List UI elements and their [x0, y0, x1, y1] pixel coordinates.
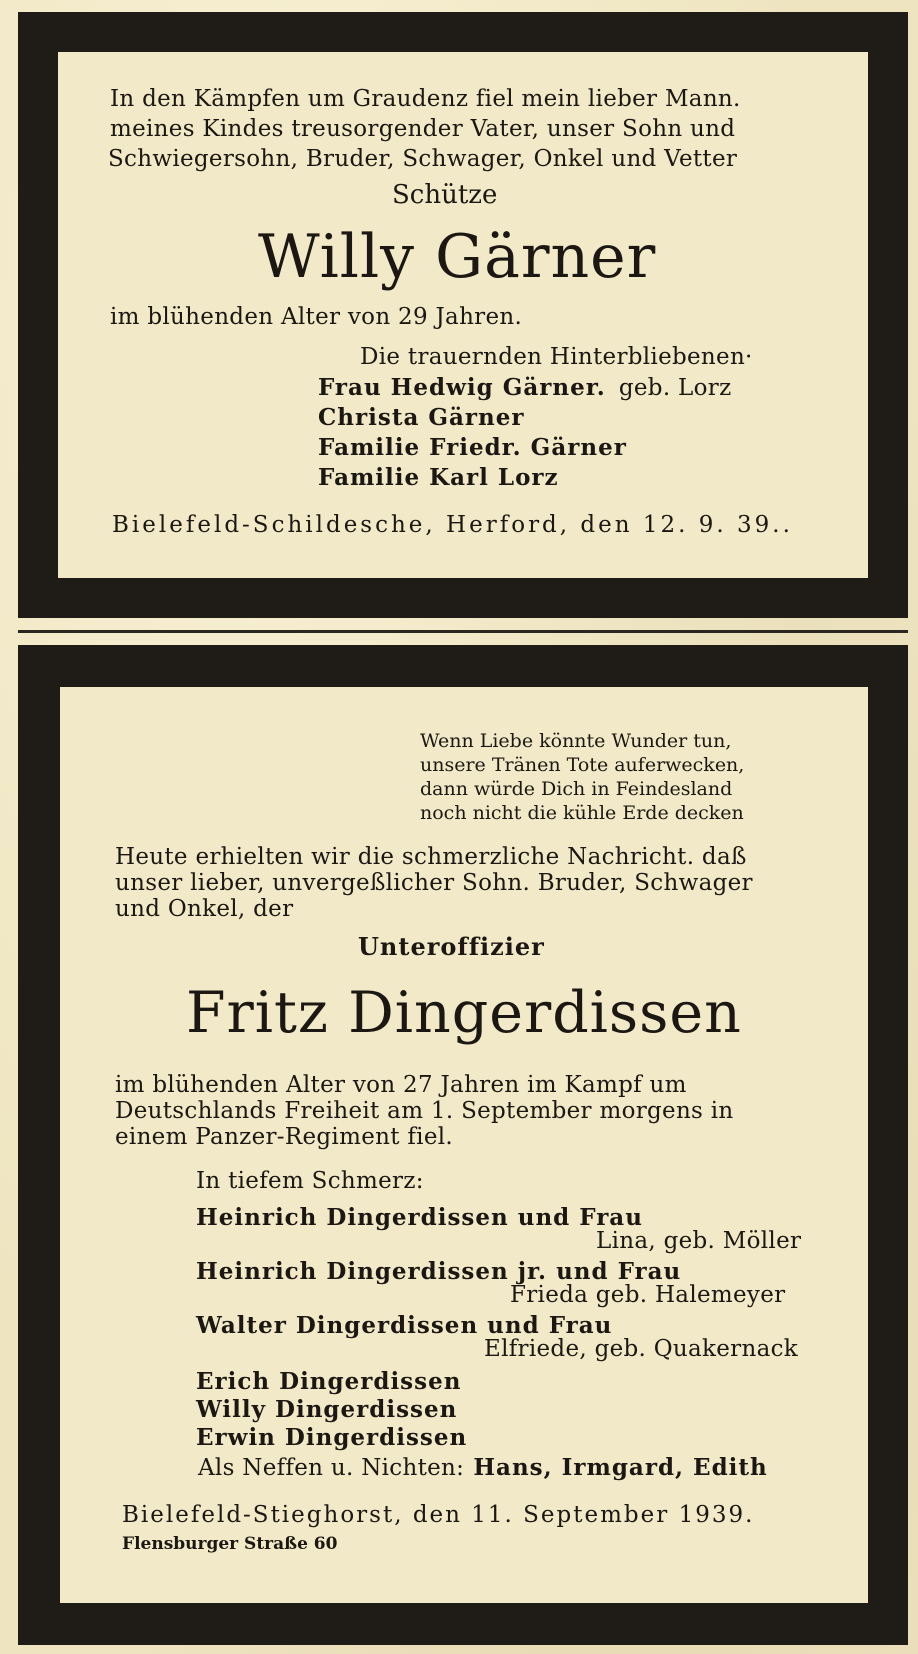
mourner-name: Walter Dingerdissen und Frau — [196, 1312, 613, 1339]
place-date: Bielefeld-Schildesche, Herford, den 12. 9. 39.. — [112, 512, 793, 538]
address: Flensburger Straße 60 — [122, 1534, 338, 1554]
mourner-name: Willy Dingerdissen — [196, 1396, 458, 1423]
mourner-name: Familie Friedr. Gärner — [318, 434, 627, 461]
relatives-label: Als Neffen u. Nichten: — [198, 1455, 465, 1481]
verse-line-1: Wenn Liebe könnte Wunder tun, — [420, 730, 732, 752]
death-text-line-1: im blühenden Alter von 27 Jahren im Kampf um — [115, 1072, 687, 1098]
mourner-note: Elfriede, geb. Quakernack — [484, 1336, 799, 1362]
verse-line-4: noch nicht die kühle Erde decken — [420, 802, 744, 824]
death-text-line-2: Deutschlands Freiheit am 1. September morgens in — [115, 1098, 734, 1124]
verse-line-3: dann würde Dich in Feindesland — [420, 778, 733, 800]
verse-line-2: unsere Tränen Tote auferwecken, — [420, 754, 745, 776]
intro-line-3: Schwiegersohn, Bruder, Schwager, Onkel und Vetter — [108, 146, 738, 172]
mourner-name: Erich Dingerdissen — [196, 1368, 462, 1395]
mourners-heading: In tiefem Schmerz: — [196, 1168, 424, 1194]
intro-line-2: unser lieber, unvergeßlicher Sohn. Bruder, Schwager — [115, 870, 753, 896]
mourner-name: Christa Gärner — [318, 404, 525, 431]
mourner-row — [318, 374, 732, 401]
relatives-line — [198, 1454, 768, 1481]
mourner-name: Frau Hedwig Gärner. — [318, 374, 606, 401]
rank: Unteroffizier — [358, 932, 545, 961]
intro-line-3: und Onkel, der — [115, 896, 294, 922]
mourner-name: Erwin Dingerdissen — [196, 1424, 468, 1451]
deceased-name: Fritz Dingerdissen — [186, 980, 742, 1046]
intro-line-1: Heute erhielten wir die schmerzliche Nachricht. daß — [115, 844, 747, 870]
mourner-name: Heinrich Dingerdissen jr. und Frau — [196, 1258, 682, 1285]
intro-line-1: In den Kämpfen um Graudenz fiel mein lieber Mann. — [110, 86, 741, 112]
mourner-name: Familie Karl Lorz — [318, 464, 559, 491]
separator-rule — [18, 630, 908, 633]
mourner-name: Heinrich Dingerdissen und Frau — [196, 1204, 643, 1231]
deceased-name: Willy Gärner — [258, 222, 657, 292]
mourner-note: Frieda geb. Halemeyer — [510, 1282, 786, 1308]
intro-line-2: meines Kindes treusorgender Vater, unser Sohn und — [110, 116, 736, 142]
mourner-note: Lina, geb. Möller — [596, 1228, 802, 1254]
place-date: Bielefeld-Stieghorst, den 11. September 1939. — [122, 1502, 755, 1528]
rank: Schütze — [392, 180, 498, 210]
death-text-line-3: einem Panzer-Regiment fiel. — [115, 1124, 454, 1150]
mourners-heading: Die trauernden Hinterbliebenen· — [360, 344, 753, 370]
mourner-note: geb. Lorz — [618, 375, 732, 401]
relatives-names: Hans, Irmgard, Edith — [473, 1454, 768, 1481]
age-line: im blühenden Alter von 29 Jahren. — [110, 304, 523, 330]
